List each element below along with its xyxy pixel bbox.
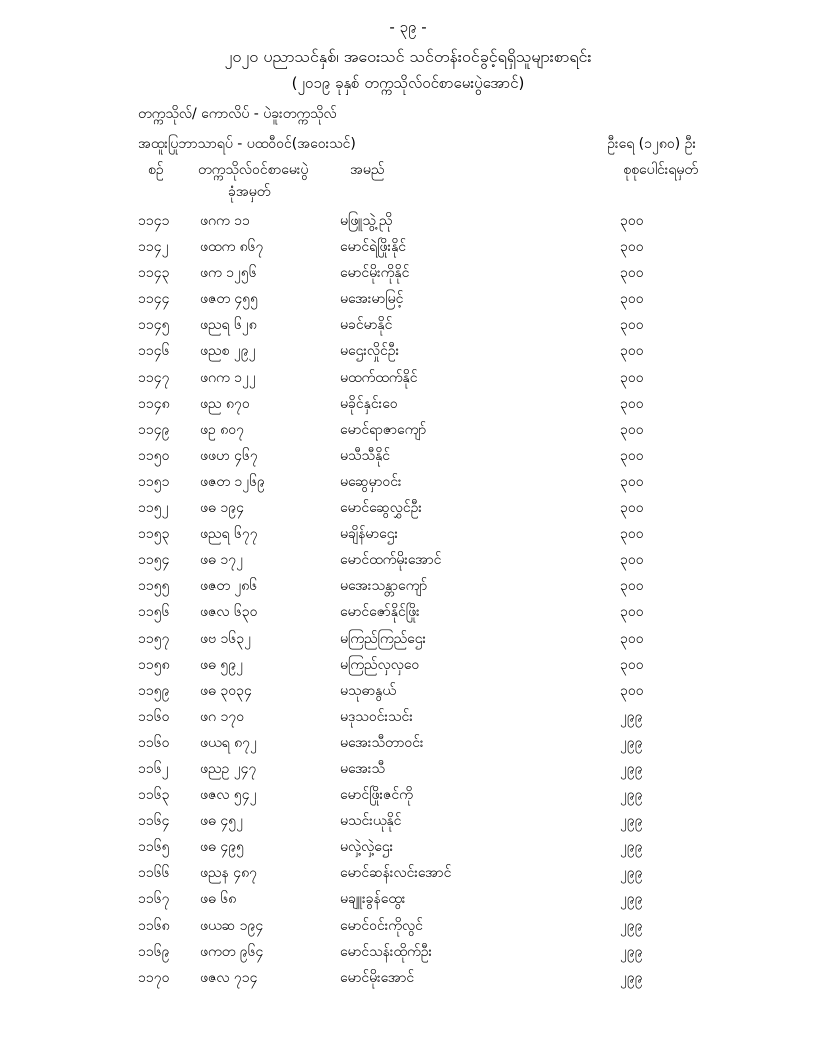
total-marks: ၃၀၀: [620, 343, 644, 360]
row-number: ၁၁၄၉: [138, 421, 170, 438]
roll-number: ဖညဥ ၂၄၇: [200, 760, 257, 777]
total-marks: ၃၀၀: [620, 421, 644, 438]
student-name: မောင်သန်းထိုက်ဦး: [340, 943, 433, 960]
row-number: ၁၁၇၀: [138, 969, 170, 986]
row-number: ၁၁၆၄: [138, 813, 170, 830]
student-name: မောင်ဆွေလွှင်ဦး: [340, 500, 422, 517]
column-header-no: စဉ်: [148, 162, 164, 178]
table-row: [0, 550, 816, 576]
roll-number: ဖဇတ ၁၂၆၉: [200, 473, 265, 490]
roll-number: ဖဓ ၁၇၂: [200, 552, 243, 569]
student-name: မောင်မိုးအောင်: [340, 969, 415, 986]
total-marks: ၂၉၉: [620, 969, 643, 986]
roll-number: ဖည ၈၇၀: [200, 395, 250, 412]
table-row: [0, 889, 816, 915]
student-name: မောင်ရဲဖြိုးနိုင်: [340, 239, 407, 256]
total-marks: ၃၀၀: [620, 682, 644, 699]
total-marks: ၂၉၉: [620, 787, 643, 804]
table-row: [0, 733, 816, 759]
table-row: [0, 707, 816, 733]
roll-number: ဖဖဟ ၄၆၇: [200, 447, 258, 464]
total-marks: ၃၀၀: [620, 656, 644, 673]
total-marks: ၂၉၉: [620, 708, 643, 725]
total-marks: ၂၉၉: [620, 839, 643, 856]
roll-number: ဖဇလ ၆၃၀: [200, 604, 258, 621]
student-list: [0, 211, 816, 994]
column-header-name: အမည်: [350, 162, 385, 178]
student-name: မအေးသီတာဝင်း: [340, 734, 424, 751]
roll-number: ဖဓ ၃၀၃၄: [200, 682, 252, 699]
row-number: ၁၁၅၄: [138, 552, 170, 569]
table-row: [0, 211, 816, 237]
roll-number: ဖညရ ၆၇၇: [200, 526, 258, 543]
table-row: [0, 681, 816, 707]
table-row: [0, 237, 816, 263]
row-number: ၁၁၆၆: [138, 865, 170, 882]
roll-number: ဖဇလ ၅၄၂: [200, 787, 257, 804]
total-marks: ၂၉၉: [620, 865, 643, 882]
total-marks: ၃၀၀: [620, 369, 644, 386]
table-row: [0, 472, 816, 498]
roll-number: ဖယရ ၈၇၂: [200, 734, 257, 751]
table-row: [0, 289, 816, 315]
total-marks: ၂၉၉: [620, 891, 643, 908]
table-row: [0, 341, 816, 367]
row-number: ၁၁၄၂: [138, 239, 169, 256]
table-row: [0, 629, 816, 655]
major-subject-line: အထူးပြုဘာသာရပ် - ပထဝီဝင်(အဝေးသင်): [138, 136, 356, 152]
document-title: ၂၀၂၀ ပညာသင်နှစ်၊ အဝေးသင် သင်တန်းဝင်ခွင့်ရရှိသူများစာရင်း: [224, 47, 592, 66]
table-row: [0, 498, 816, 524]
student-name: မောင်ဝင်းကိုလွင်: [340, 917, 423, 934]
student-name: မသုဓာနွယ်: [340, 682, 396, 699]
roll-number: ဖဓ ၆၈: [200, 891, 237, 908]
roll-number: ဖထက ၈၆၇: [200, 239, 264, 256]
table-row: [0, 368, 816, 394]
row-number: ၁၁၆၈: [138, 917, 170, 934]
student-name: မောင်ဖြိုးဇင်ကို: [340, 787, 413, 804]
student-name: မအေးသန္တာကျော်: [340, 578, 428, 595]
table-row: [0, 263, 816, 289]
student-name: မချိန်မာဌေး: [340, 526, 399, 543]
total-marks: ၃၀၀: [620, 291, 644, 308]
row-number: ၁၁၄၈: [138, 395, 170, 412]
total-marks: ၃၀၀: [620, 213, 644, 229]
table-row: [0, 420, 816, 446]
column-header-roll-number: တက္ကသိုလ်ဝင်စာမေးပွဲ: [198, 162, 309, 178]
student-name: မဖြူသွဲ့ညို: [340, 213, 393, 229]
row-number: ၁၁၆၀: [138, 708, 170, 725]
table-row: [0, 968, 816, 994]
roll-number: ဖဂက ၁၂၂: [200, 369, 256, 386]
roll-number: ဖညန ၄၈၇: [200, 865, 257, 882]
student-name: မအေးမာမြင့်: [340, 291, 404, 308]
student-name: မောင်ရာဇာကျော်: [340, 421, 427, 438]
document-subtitle: (၂၀၁၉ ခုနှစ် တက္ကသိုလ်ဝင်စာမေးပွဲအောင်): [291, 74, 525, 92]
row-number: ၁၁၅၉: [138, 682, 170, 699]
student-name: မောင်ဆန်းလင်းအောင်: [340, 865, 452, 882]
total-count: ဦးရေ (၁၂၈၀) ဦး: [607, 136, 696, 152]
total-marks: ၃၀၀: [620, 500, 644, 517]
row-number: ၁၁၆၇: [138, 891, 170, 908]
row-number: ၁၁၄၄: [138, 291, 170, 308]
row-number: ၁၁၆၉: [138, 943, 170, 960]
row-number: ၁၁၅၂: [138, 500, 169, 517]
student-name: မလှဲ့လှဲ့ဌေး: [340, 839, 394, 856]
table-row: [0, 394, 816, 420]
row-number: ၁၁၄၇: [138, 369, 170, 386]
total-marks: ၂၉၉: [620, 943, 643, 960]
total-marks: ၂၉၉: [620, 734, 643, 751]
row-number: ၁၁၅၀: [138, 447, 170, 464]
roll-number: ဖက ၁၂၅၆: [200, 265, 257, 282]
column-header-total-marks: စုစုပေါင်းရမှတ်: [623, 162, 698, 178]
table-row: [0, 916, 816, 942]
row-number: ၁၁၆၀: [138, 734, 170, 751]
roll-number: ဖဗ ၁၆၃၂: [200, 630, 251, 647]
student-name: မအေးသီ: [340, 760, 385, 777]
roll-number: ဖဓ ၅၉၂: [200, 656, 243, 673]
roll-number: ဖဇတ ၂၈၆: [200, 578, 258, 595]
table-row: [0, 942, 816, 968]
roll-number: ဖဇလ ၇၁၄: [200, 969, 258, 986]
roll-number: ဖကတ ၉၆၄: [200, 943, 264, 960]
total-marks: ၃၀၀: [620, 473, 644, 490]
row-number: ၁၁၆၂: [138, 760, 169, 777]
page-number: - ၃၉ -: [389, 18, 427, 36]
row-number: ၁၁၅၃: [138, 526, 170, 543]
total-marks: ၃၀၀: [620, 447, 644, 464]
roll-number: ဖဥ ၈၀၇: [200, 421, 244, 438]
student-name: မသင်းယုနိုင်: [340, 813, 402, 830]
table-row: [0, 837, 816, 863]
student-name: မခိုင်နှင်းဝေ: [340, 395, 398, 412]
row-number: ၁၁၄၅: [138, 317, 170, 334]
student-name: မကြည်လှလှဝေ: [340, 656, 420, 673]
row-number: ၁၁၅၆: [138, 604, 170, 621]
column-header-roll-number-line2: ခုံအမှတ်: [228, 184, 271, 200]
total-marks: ၂၉၉: [620, 813, 643, 830]
roll-number: ဖညရ ၆၂၈: [200, 317, 257, 334]
total-marks: ၃၀၀: [620, 604, 644, 621]
roll-number: ဖဂက ၁၁: [200, 213, 250, 229]
total-marks: ၂၉၉: [620, 760, 643, 777]
row-number: ၁၁၄၁: [138, 213, 170, 229]
row-number: ၁၁၆၃: [138, 787, 170, 804]
table-row: [0, 576, 816, 602]
roll-number: ဖဓ ၄၉၅: [200, 839, 244, 856]
row-number: ၁၁၄၆: [138, 343, 170, 360]
table-row: [0, 446, 816, 472]
table-row: [0, 785, 816, 811]
student-name: မဆွေမှာဝင်း: [340, 473, 402, 490]
table-row: [0, 863, 816, 889]
total-marks: ၃၀၀: [620, 578, 644, 595]
student-name: မဒုသဝင်းသင်း: [340, 708, 413, 725]
total-marks: ၃၀၀: [620, 526, 644, 543]
table-row: [0, 524, 816, 550]
university-line: တက္ကသိုလ်/ ကောလိပ် - ပဲခူးတက္ကသိုလ်: [138, 106, 337, 122]
total-marks: ၃၀၀: [620, 395, 644, 412]
table-row: [0, 315, 816, 341]
student-name: မခင်မာနိုင်: [340, 317, 393, 334]
roll-number: ဖဇတ ၄၅၅: [200, 291, 259, 308]
student-name: မောင်ထက်မိုးအောင်: [340, 552, 442, 569]
roll-number: ဖယဆ ၁၉၄: [200, 917, 264, 934]
row-number: ၁၁၄၃: [138, 265, 170, 282]
row-number: ၁၁၅၇: [138, 630, 170, 647]
student-name: မသီသီနိုင်: [340, 447, 391, 464]
roll-number: ဖညစ ၂၉၂: [200, 343, 256, 360]
total-marks: ၃၀၀: [620, 265, 644, 282]
total-marks: ၃၀၀: [620, 630, 644, 647]
row-number: ၁၁၅၈: [138, 656, 170, 673]
table-row: [0, 811, 816, 837]
total-marks: ၃၀၀: [620, 552, 644, 569]
row-number: ၁၁၅၁: [138, 473, 170, 490]
student-name: မထက်ထက်နိုင်: [340, 369, 418, 386]
roll-number: ဖဓ ၁၉၄: [200, 500, 244, 517]
student-name: မချူးခွန်ထွေး: [340, 891, 406, 908]
student-name: မကြည်ကြည်ဌေး: [340, 630, 427, 647]
roll-number: ဖဂ ၁၇၀: [200, 708, 245, 725]
student-name: မောင်မိုးကိုနိုင်: [340, 265, 410, 282]
student-name: မဌေးလှိုင်ဦး: [340, 343, 400, 360]
total-marks: ၂၉၉: [620, 917, 643, 934]
total-marks: ၃၀၀: [620, 317, 644, 334]
roll-number: ဖဓ ၄၅၂: [200, 813, 243, 830]
table-row: [0, 602, 816, 628]
row-number: ၁၁၆၅: [138, 839, 170, 856]
table-row: [0, 655, 816, 681]
table-row: [0, 759, 816, 785]
row-number: ၁၁၅၅: [138, 578, 170, 595]
student-name: မောင်ဇော်နိုင်ဖြိုး: [340, 604, 420, 621]
total-marks: ၃၀၀: [620, 239, 644, 256]
